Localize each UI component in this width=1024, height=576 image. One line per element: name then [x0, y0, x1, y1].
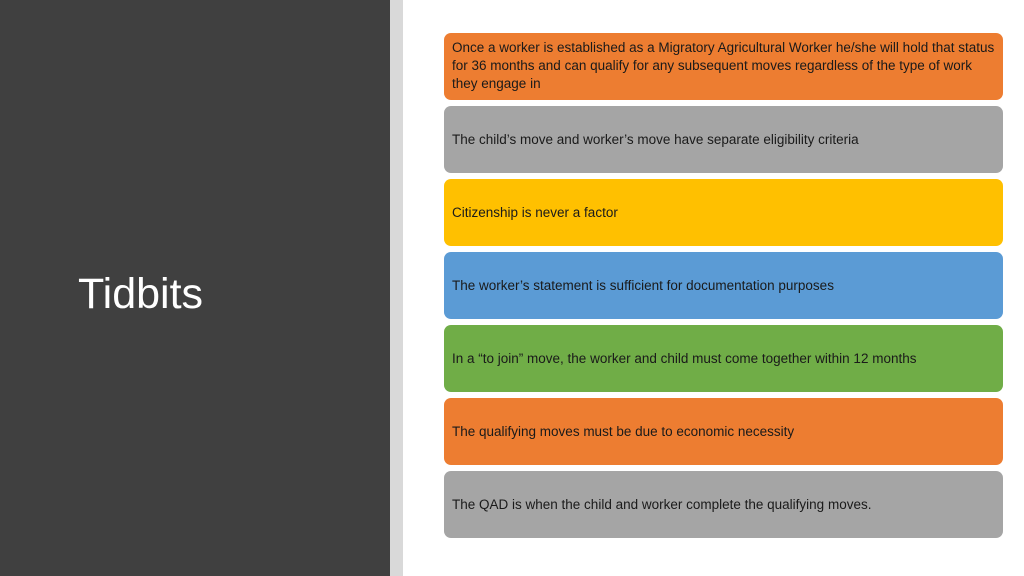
card-worker-statement	[444, 252, 1003, 319]
card-economic-necessity	[444, 398, 1003, 465]
card-migratory-status	[444, 33, 1003, 100]
divider-strip	[390, 0, 403, 576]
card-text: The child’s move and worker’s move have separate eligibility criteria	[452, 131, 859, 147]
slide-title: Tidbits	[78, 270, 204, 318]
card-text: The QAD is when the child and worker complete the qualifying moves.	[452, 496, 872, 512]
card-text: In a “to join” move, the worker and child must come together within 12 months	[452, 350, 917, 366]
card-to-join-move	[444, 325, 1003, 392]
card-text: Once a worker is established as a Migratory Agricultural Worker he/she will hold that status for 36 months and can qualify for any subsequent moves regardless of the type of work they engage in	[452, 40, 995, 91]
card-text: Citizenship is never a factor	[452, 204, 618, 220]
card-citizenship	[444, 179, 1003, 246]
card-qad	[444, 471, 1003, 538]
card-separate-eligibility	[444, 106, 1003, 173]
card-text: The worker’s statement is sufficient for documentation purposes	[452, 277, 834, 293]
card-text: The qualifying moves must be due to economic necessity	[452, 423, 795, 439]
card-list	[444, 33, 1003, 544]
